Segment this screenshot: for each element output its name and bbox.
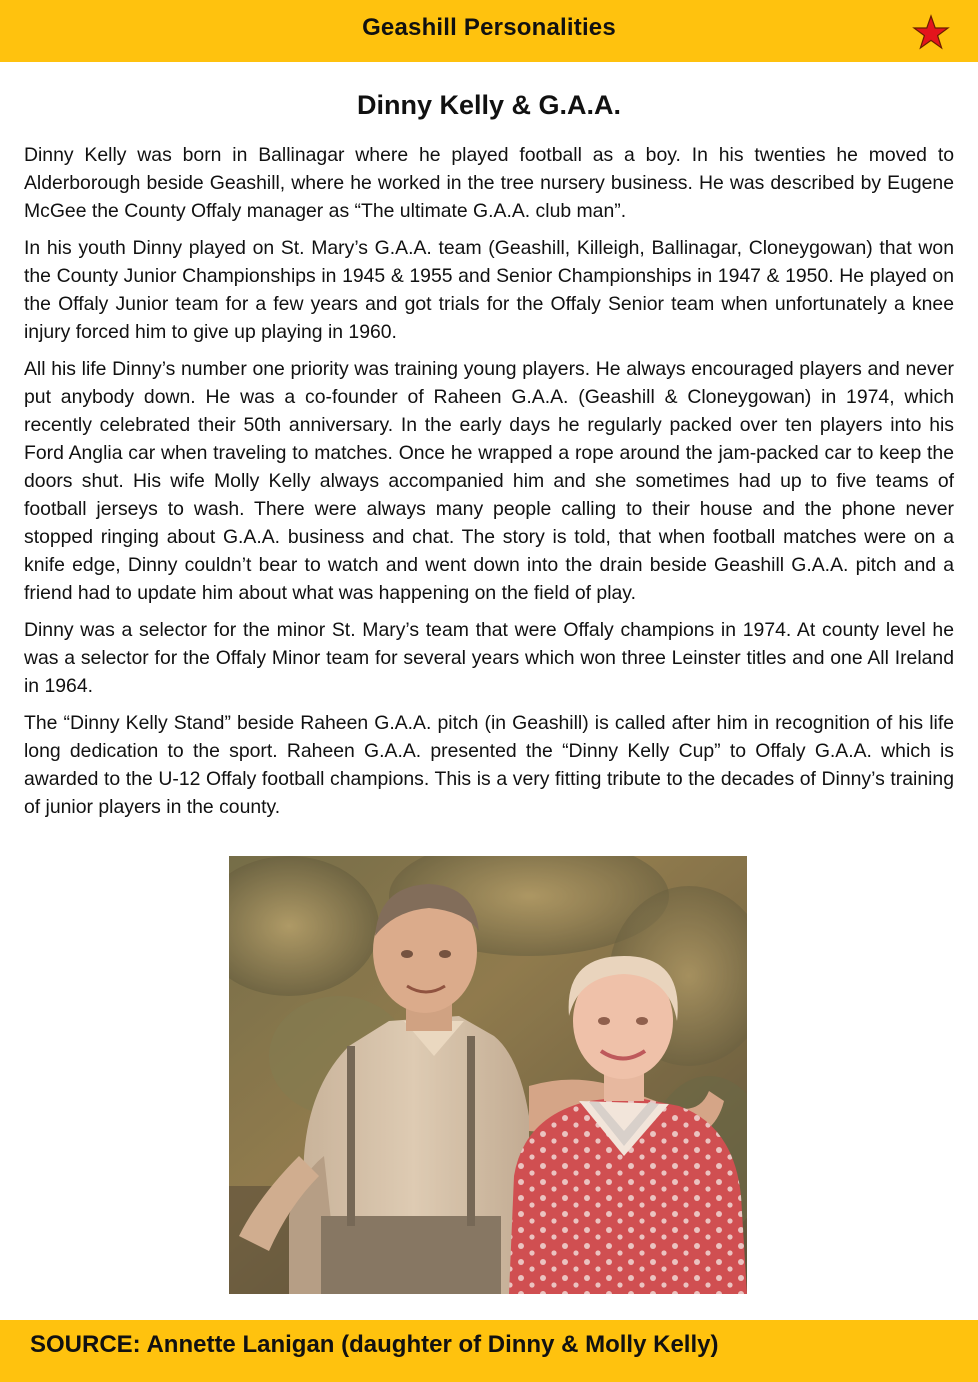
paragraph-birth: Dinny Kelly was born in Ballinagar where he played football as a boy. In his twenties he moved to Alderborough beside Geashill, where he worked in the tree nursery business. He was described by Eugene McGee the County Offaly manager as “The ultimate G.A.A. club man”.: [24, 144, 954, 222]
paragraph-stand: The “Dinny Kelly Stand” beside Raheen G.A.A. pitch (in Geashill) is called after him in recognition of his life long dedication to the sport. Raheen G.A.A. presented the “Dinny Kelly Cup” to Offaly G.A.A. which is awarded to the U-12 Offaly football champions. This is a very fitting tribute to the decades of Dinny’s training of junior players in the county.: [24, 712, 954, 818]
header-title: Geashill Personalities: [362, 14, 616, 41]
star-shape: [914, 16, 948, 48]
paragraph-selector: Dinny was a selector for the minor St. Mary’s team that were Offaly champions in 1974. At county level he was a selector for the Offaly Minor team for several years which won three Leinster titles and one All Ireland in 1964.: [24, 619, 954, 697]
paragraph-training: All his life Dinny’s number one priority was training young players. He always encouraged players and never put anybody down. He was a co-founder of Raheen G.A.A. (Geashill & Cloneygowan) in 1974, which recently celebrated their 50th anniversary. In the early days he regularly packed over ten players into his Ford Anglia car when traveling to matches. Once he wrapped a rope around the jam-packed car to keep the doors shut. His wife Molly Kelly always accompanied him and she sometimes had up to five teams of football jerseys to wash. There were always many people calling to their house and the phone never stopped ringing about G.A.A. business and chat. The story is told, that when football matches were on a knife edge, Dinny couldn’t bear to watch and went down into the drain beside Geashill G.A.A. pitch and a friend had to update him about what was happening on the field of play.: [24, 358, 954, 604]
photo-dinny-and-molly: [229, 856, 747, 1294]
source-credit: SOURCE: Annette Lanigan (daughter of Dinny & Molly Kelly): [30, 1331, 719, 1358]
article-body: [24, 141, 954, 830]
star-icon: [912, 14, 950, 52]
page-title: Dinny Kelly & G.A.A.: [356, 90, 622, 120]
paragraph-youth: In his youth Dinny played on St. Mary’s G.A.A. team (Geashill, Killeigh, Ballinagar, Cloneygowan) that won the County Junior Championships in 1945 & 1955 and Senior Championships in 1947 & 1950. He played on the Offaly Junior team for a few years and got trials for the Offaly Senior team when unfortunately a knee injury forced him to give up playing in 1960.: [24, 237, 954, 343]
